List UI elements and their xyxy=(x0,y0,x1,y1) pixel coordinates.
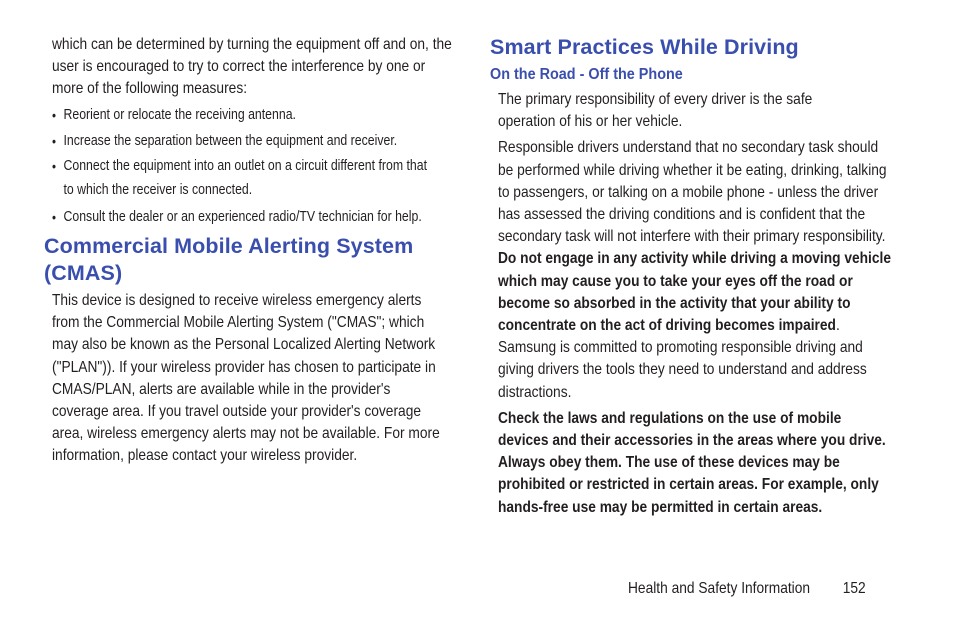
intro-paragraph: which can be determined by turning the equipment off and on, the user is encouraged to try to correct the interference by one or more of the following measures: xyxy=(52,36,452,98)
list-item xyxy=(52,205,461,230)
page-footer xyxy=(628,578,866,600)
list-item-text: Reorient or relocate the receiving antenna. xyxy=(63,105,296,123)
list-item-text: Connect the equipment into an outlet on a circuit different from that to which the receiver is connected. xyxy=(63,156,428,199)
on-the-road-subheading: On the Road - Off the Phone xyxy=(490,66,683,83)
cmas-heading xyxy=(44,233,454,287)
list-item-text: Consult the dealer or an experienced radio/TV technician for help. xyxy=(63,207,422,225)
laws-regulations-paragraph: Check the laws and regulations on the use of mobile devices and their accessories in the areas where you drive. Always obey them. The use of these devices may be prohibited or restricted in certain areas. For example, only hands-free use may be permitted in certain areas. xyxy=(498,409,886,516)
bullet-icon: • xyxy=(52,133,57,150)
list-item xyxy=(52,154,461,203)
right-column-headings xyxy=(490,34,910,85)
list-item xyxy=(52,103,461,128)
cmas-heading-line2: (CMAS) xyxy=(44,261,123,285)
interference-measures-list xyxy=(52,103,456,230)
left-column xyxy=(52,34,456,229)
primary-responsibility-paragraph: The primary responsibility of every driver is the safe operation of his or her vehicle. xyxy=(498,91,813,131)
bullet-icon: • xyxy=(52,106,57,123)
bullet-icon: • xyxy=(52,208,57,225)
right-column-body xyxy=(498,89,898,519)
warning-bold-text: Do not engage in any activity while driving a moving vehicle which may cause you to take your eyes off the road or become so absorbed in the activity that your ability to concentrate on the act of driving becomes impaired xyxy=(498,250,892,335)
responsible-drivers-paragraph xyxy=(498,137,894,403)
smart-practices-heading: Smart Practices While Driving xyxy=(490,35,799,59)
cmas-section xyxy=(44,233,454,287)
paragraph-text-end: . Samsung is committed to promoting responsible driving and giving drivers the tools they need to understand and address distractions. xyxy=(498,317,867,401)
cmas-body-wrapper xyxy=(52,290,456,468)
list-item-text: Increase the separation between the equipment and receiver. xyxy=(63,132,398,150)
paragraph-text: Responsible drivers understand that no secondary task should be performed while driving whether it be eating, drinking, talking to passengers, or talking on a mobile phone - unless the driver has assessed the driving conditions and is confident that the secondary task will not interfere with their primary responsibility. xyxy=(498,139,887,246)
footer-section-title: Health and Safety Information xyxy=(628,580,811,597)
cmas-body: This device is designed to receive wireless emergency alerts from the Commercial Mobile Alerting System ("CMAS"; which may also be known as the Personal Localized Alerting Network ("PLAN")). If your wireless provider has chosen to participate in CMAS/PLAN, alerts are available while in the provider's coverage area. If you travel outside your provider's coverage area, wireless emergency alerts may not be available. For more information, please contact your wireless provider. xyxy=(52,292,440,465)
bullet-icon: • xyxy=(52,157,57,174)
cmas-heading-line1: Commercial Mobile Alerting System xyxy=(44,234,414,258)
list-item xyxy=(52,129,461,154)
page-number: 152 xyxy=(842,580,866,597)
